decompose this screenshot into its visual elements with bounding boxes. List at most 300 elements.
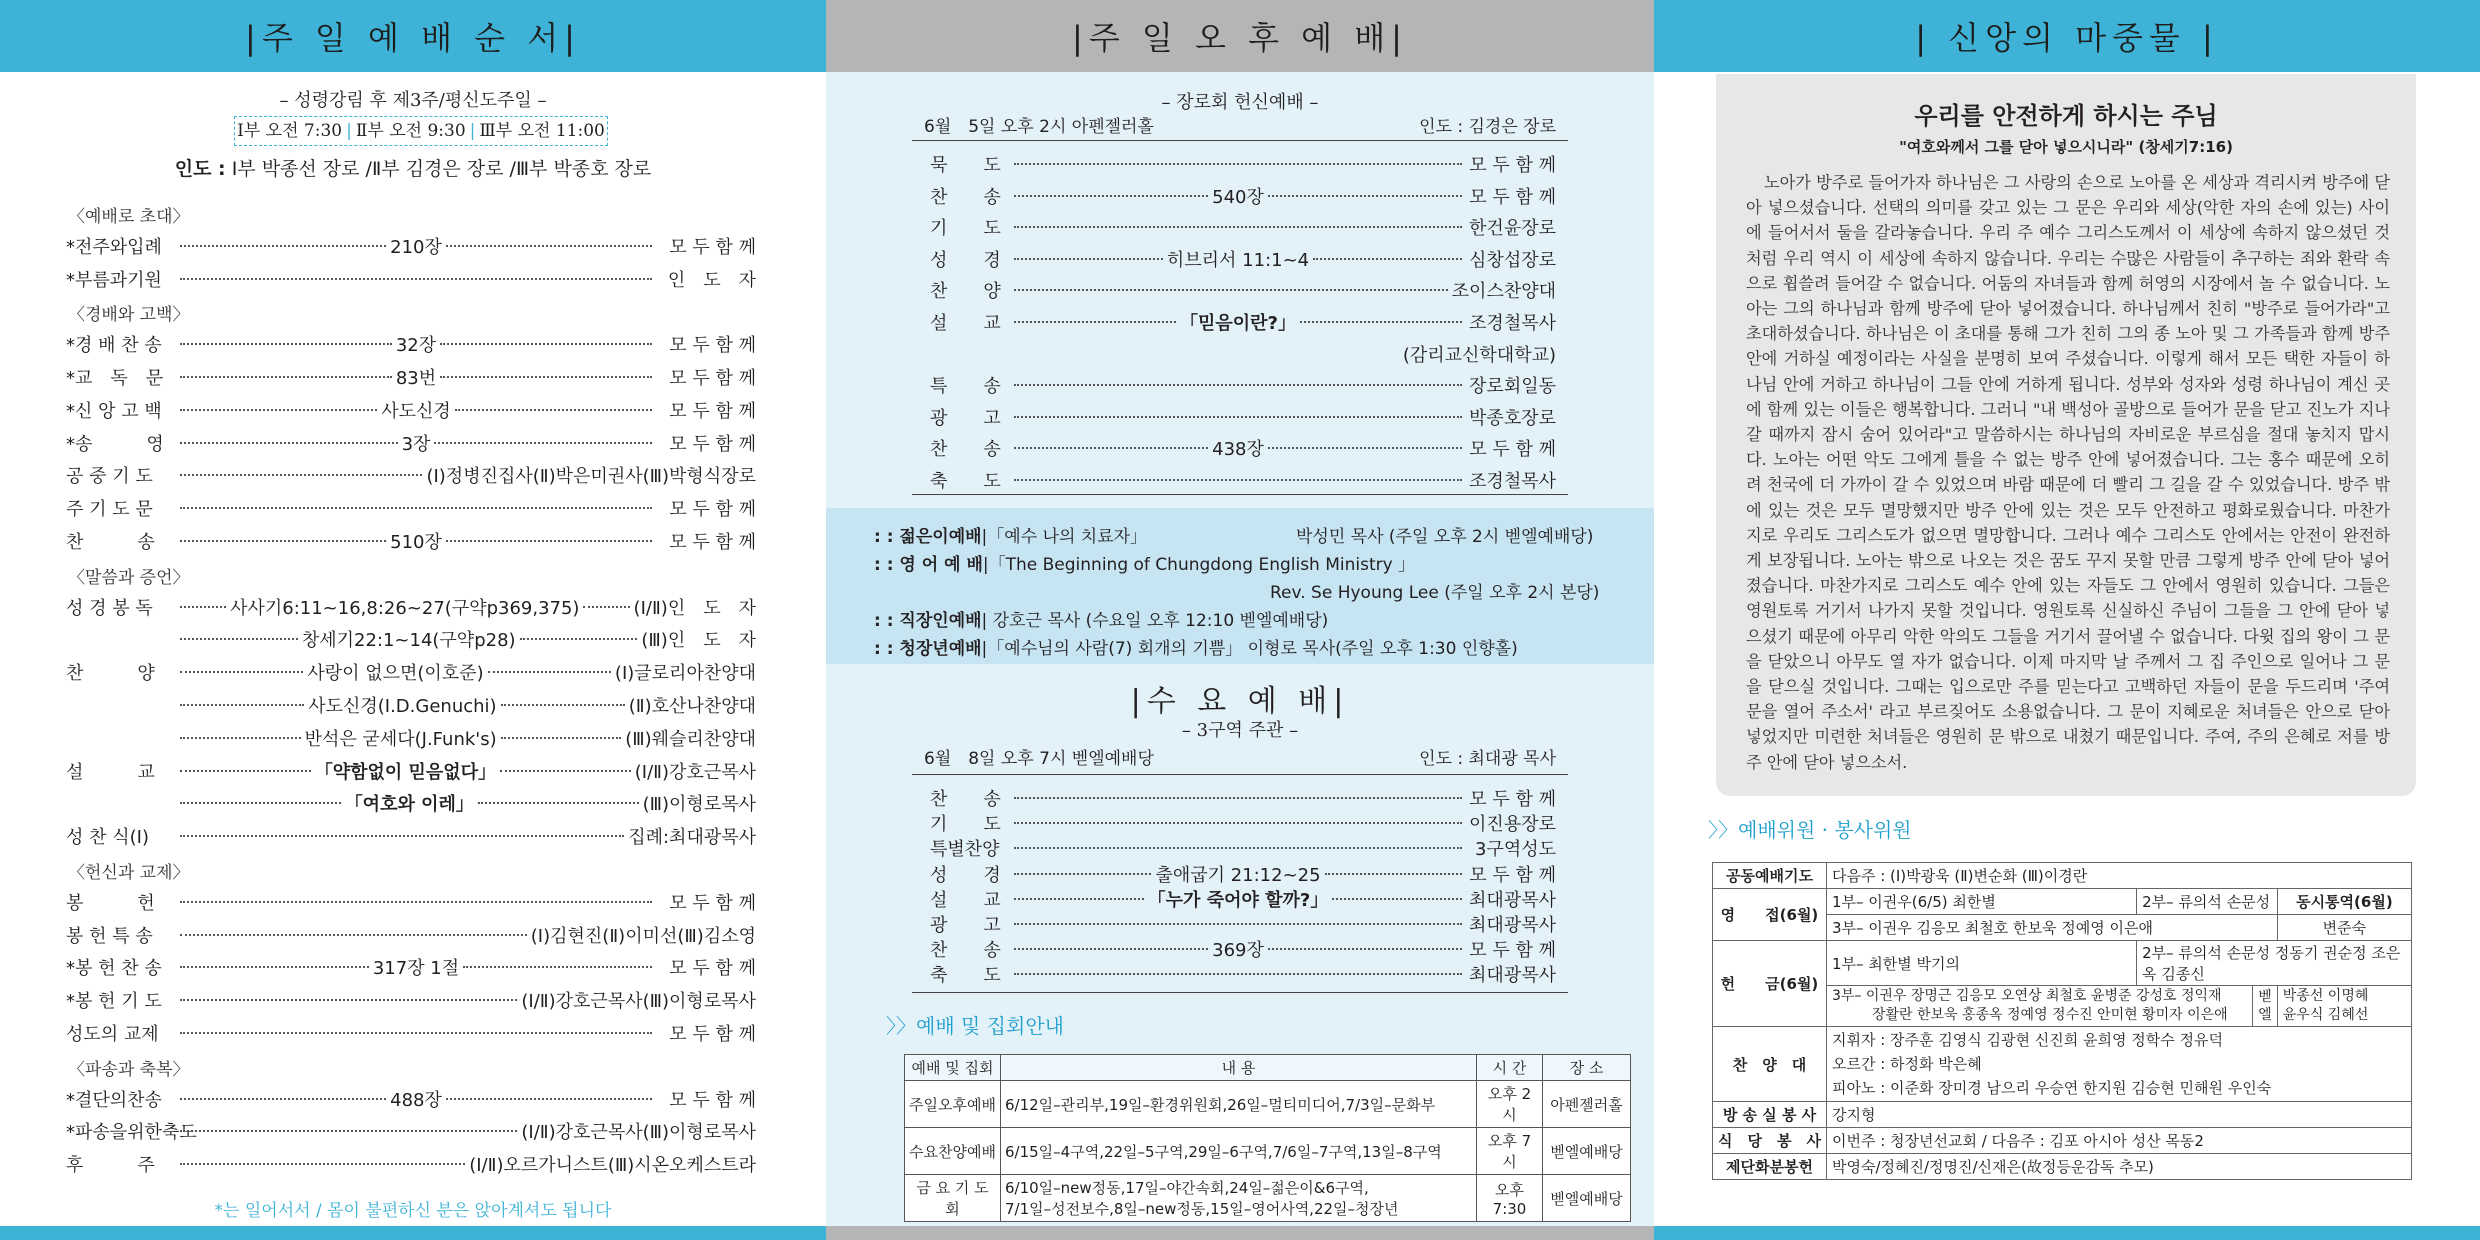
order-item (66, 821, 756, 851)
leader-dots (176, 278, 656, 280)
order-item (930, 340, 1556, 368)
leader-dots (1010, 479, 1466, 481)
item-person: 모 두 함 께 (1469, 186, 1556, 208)
cell: 아펜젤러홀 (1543, 1081, 1631, 1128)
item-name: 성 경 봉 독 (66, 597, 153, 619)
footer-bar (0, 1226, 826, 1240)
dots (501, 737, 622, 739)
cell (1826, 1027, 2411, 1102)
cell-line: 피아노 : 이준화 장미경 남으리 우승연 한지원 김승현 민해원 우인숙 (1831, 1079, 2272, 1097)
leader-dots (176, 954, 656, 980)
item-person: 모 두 함 께 (669, 335, 756, 357)
leader-dots (1010, 973, 1466, 975)
item-person: 모 두 함 께 (669, 433, 756, 455)
time-1: Ⅰ부 오전 7:30 (237, 121, 343, 141)
leader-text: Ⅰ부 박종선 장로 /Ⅱ부 김경은 장로 /Ⅲ부 박종호 장로 (231, 158, 652, 180)
item-person: 조이스찬양대 (1451, 281, 1556, 303)
dots (180, 704, 304, 706)
dots (180, 802, 341, 804)
band-line (874, 606, 1328, 631)
rule (912, 774, 1568, 775)
dots (446, 245, 652, 247)
order-item (66, 1149, 756, 1179)
item-name: 성 찬 식(Ⅰ) (66, 827, 149, 849)
order-item (66, 985, 756, 1015)
dots (1014, 416, 1462, 418)
item-detail: 「여호와 이레」 (344, 794, 474, 816)
dots (455, 409, 652, 411)
band-text: |「예수 나의 치료자」 (981, 527, 1148, 547)
order-item (66, 264, 756, 294)
dots (180, 278, 652, 280)
order-item (66, 1084, 756, 1114)
wednesday-leader: 인도 : 최대광 목사 (1419, 749, 1556, 769)
item-person: 모 두 함 께 (669, 892, 756, 914)
section-header: | 신앙의 마중물 | (1654, 0, 2480, 72)
afternoon-info (924, 112, 1556, 137)
table-header-row (905, 1055, 1631, 1081)
cell-line: 3부– 이권우 장명근 김응모 오연상 최철호 윤병준 강성호 정익재 (1831, 988, 2222, 1004)
item-name: *결단의찬송 (66, 1089, 162, 1111)
item-name: *송 영 (66, 433, 164, 455)
dots (1014, 973, 1462, 975)
section-label: 〈헌신과 교제〉 (68, 863, 190, 883)
service-volunteers-heading: 〉〉예배위원 · 봉사위원 (1708, 818, 1912, 842)
schedule-table (904, 1054, 1631, 1222)
cell: 벧엘예배당 (1543, 1175, 1631, 1222)
cell: 6/15일–4구역,22일–5구역,29일–6구역,7/6일–7구역,13일–8구역 (1001, 1128, 1477, 1175)
order-item (66, 690, 756, 720)
section-label: 〈경배와 고백〉 (68, 305, 190, 326)
dots (180, 606, 226, 608)
item-detail: 「누가 죽어야 할까?」 (1147, 889, 1329, 911)
dots (1325, 873, 1462, 875)
order-item (930, 960, 1556, 988)
cell: 오후 2시 (1477, 1081, 1543, 1128)
leader-dots (176, 626, 641, 652)
leader-dots (1010, 416, 1466, 418)
divider: | (346, 121, 352, 141)
order-item (66, 362, 756, 392)
band-text: | 강호근 목사 (수요일 오후 12:10 벧엘예배당) (981, 611, 1329, 631)
order-item (66, 723, 756, 753)
item-detail: 540장 (1212, 186, 1264, 208)
footer-bar (1654, 1226, 2480, 1240)
item-person: 인 도 자 (667, 269, 756, 291)
cell: 주일오후예배 (905, 1081, 1001, 1128)
item-person: 모 두 함 께 (669, 532, 756, 553)
item-name: 공 중 기 도 (66, 466, 153, 488)
dots (180, 376, 392, 378)
service-leaders (0, 154, 826, 181)
order-item (66, 526, 756, 556)
order-item (930, 213, 1556, 241)
leader-dots (176, 1130, 521, 1132)
dots (1014, 873, 1151, 875)
item-name: 설 교 (66, 761, 155, 783)
leader-dots (176, 659, 615, 685)
leader-dots (1010, 163, 1466, 165)
item-detail: 3장 (401, 433, 431, 455)
item-name: 찬 송 (930, 439, 1001, 461)
item-name: 광 고 (930, 407, 1001, 429)
item-person: 모 두 함 께 (669, 368, 756, 389)
devotional-verse: "여호와께서 그를 닫아 넣으시니라" (창세기7:16) (1899, 138, 2233, 156)
order-item (66, 329, 756, 359)
row-key: 방 송 실 봉 사 (1713, 1102, 1827, 1128)
table-row (1713, 1027, 2412, 1102)
order-item (930, 182, 1556, 210)
dots (180, 507, 652, 509)
item-detail: 출애굽기 21:12~25 (1155, 864, 1321, 886)
rule (912, 140, 1568, 141)
cell (2277, 986, 2411, 1027)
order-item (66, 428, 756, 458)
item-name: 찬 양 (930, 281, 1001, 303)
leader-dots (1010, 226, 1466, 228)
item-name: *신 앙 고 백 (66, 400, 162, 422)
item-detail: 사도신경 (381, 400, 451, 422)
item-person: 모 두 함 께 (669, 1024, 756, 1045)
item-person: (Ⅰ/Ⅱ)오르가니스트(Ⅲ)시온오케스트라 (469, 1155, 756, 1177)
cell: 2부– 류의석 손문성 정동기 권순정 조은옥 김종신 (2137, 941, 2412, 986)
dots (180, 245, 386, 247)
leader-dots (176, 430, 656, 456)
leader-dots (1010, 384, 1466, 386)
cell-line: 오르간 : 하정화 박은혜 (1831, 1055, 1982, 1073)
leader-dots (176, 999, 521, 1001)
item-person: (Ⅲ)인 도 자 (641, 630, 756, 652)
cell: 금 요 기 도 회 (905, 1175, 1001, 1222)
item-detail: 사도신경(I.D.Genuchi) (308, 696, 497, 717)
dots (1268, 195, 1462, 197)
item-person: (Ⅰ/Ⅱ)인 도 자 (633, 597, 756, 619)
row-key: 영 접(6월) (1713, 889, 1827, 941)
order-item (66, 788, 756, 818)
dots (180, 442, 398, 444)
dots (1014, 898, 1144, 900)
dots (180, 343, 392, 345)
dots (501, 704, 625, 706)
cell: 1부– 최한별 박기의 (1826, 941, 2136, 986)
leader-dots (176, 397, 656, 423)
dots (1268, 447, 1462, 449)
item-detail: 210장 (390, 236, 442, 258)
leader-dots (176, 594, 634, 620)
afternoon-leader: 인도 : 김경은 장로 (1419, 117, 1556, 137)
dots (1014, 797, 1462, 799)
section-label: 〈말씀과 증언〉 (68, 567, 190, 588)
item-person: 모 두 함 께 (669, 958, 756, 980)
order-item (66, 395, 756, 425)
item-person: (Ⅰ/Ⅱ)강호근목사(Ⅲ)이형로목사 (521, 991, 756, 1013)
cell: 동시통역(6월) (2277, 889, 2411, 915)
leader-dots (1010, 309, 1466, 335)
dots (180, 901, 652, 903)
order-item (930, 245, 1556, 273)
dots (180, 474, 422, 476)
table-row (1713, 1102, 2412, 1128)
dots (180, 1163, 465, 1165)
dots (1014, 163, 1462, 165)
cell (1826, 986, 2252, 1027)
dots (180, 1098, 386, 1100)
item-detail: 83번 (395, 368, 437, 389)
dots (180, 934, 527, 936)
leader-dots (1010, 183, 1466, 209)
leader-dots (176, 1086, 656, 1112)
dots (180, 770, 311, 772)
item-detail: 317장 1절 (372, 958, 460, 980)
cell: 3부– 이권우 김응모 최철호 한보욱 정예영 이은애 (1826, 915, 2277, 941)
row-key: 헌 금(6월) (1713, 941, 1827, 1027)
leader-dots (1010, 289, 1452, 291)
leader-dots (176, 758, 635, 784)
item-name: *봉 헌 찬 송 (66, 958, 162, 980)
order-item (930, 308, 1556, 336)
dots (1014, 847, 1462, 849)
dots (583, 606, 629, 608)
band-label: : : 청장년예배 (874, 639, 982, 659)
leader-dots (176, 233, 656, 259)
footer-bar (826, 1226, 1654, 1240)
rule (912, 494, 1568, 495)
time-2: Ⅱ부 오전 9:30 (355, 121, 466, 141)
schedule-heading: 〉〉예배 및 집회안내 (886, 1014, 1064, 1038)
item-person: 모 두 함 께 (669, 400, 756, 422)
dots (440, 343, 652, 345)
order-item (930, 466, 1556, 494)
leader-label: 인도 : (174, 158, 226, 180)
item-person: (Ⅰ)김현진(Ⅱ)이미선(Ⅲ)김소영 (530, 925, 756, 947)
item-person: 조경철목사 (1469, 313, 1556, 334)
band-label: : : 영 어 예 배 (874, 555, 983, 575)
leader-dots (176, 790, 643, 816)
leader-dots (1010, 435, 1466, 461)
dots (1014, 948, 1208, 950)
dots (1014, 923, 1462, 925)
leader-dots (176, 901, 656, 903)
item-detail: 창세기22:1~14(구약p28) (301, 630, 516, 652)
item-person: (Ⅰ/Ⅱ)강호근목사 (634, 761, 756, 783)
item-detail: 369장 (1212, 940, 1264, 962)
volunteers-table (1712, 862, 2412, 1180)
dots (180, 638, 298, 640)
row-key: 식 당 봉 사 (1713, 1128, 1827, 1154)
order-item (66, 231, 756, 261)
band-line (874, 550, 1415, 575)
dots (1014, 226, 1462, 228)
item-name: 성 경 (930, 249, 1001, 271)
item-name: 기 도 (930, 218, 1001, 240)
cell-line: 윤우식 김혜선 (2282, 1007, 2369, 1023)
item-name: 광 고 (930, 915, 1001, 936)
item-detail: 사랑이 없으면(이호준) (307, 663, 484, 685)
dots (180, 540, 386, 542)
item-person: 모 두 함 께 (669, 499, 756, 521)
col-head: 예배 및 집회 (905, 1055, 1001, 1081)
leader-dots (176, 692, 629, 718)
order-item (66, 493, 756, 523)
item-name: 기 도 (930, 814, 1001, 836)
order-item (66, 1116, 756, 1146)
item-name: 찬 양 (66, 663, 155, 685)
cell: 수요찬양예배 (905, 1128, 1001, 1175)
dots (488, 671, 611, 673)
dots (1014, 195, 1208, 197)
item-name: 성도의 교제 (66, 1024, 159, 1045)
leader-dots (176, 331, 656, 357)
item-name: 설 교 (930, 313, 1001, 334)
col-head: 장 소 (1543, 1055, 1631, 1081)
service-subtitle: – 성령강림 후 제3주/평신도주일 – (279, 90, 547, 111)
item-detail: 사사기6:11~16,8:26~27(구약p369,375) (230, 597, 580, 619)
leader-dots (176, 528, 656, 554)
item-name: *전주와입례 (66, 236, 162, 258)
leader-dots (176, 725, 625, 751)
table-row (1713, 1154, 2412, 1180)
time-3: Ⅲ부 오전 11:00 (479, 121, 605, 141)
leader-dots (176, 835, 628, 837)
section-label: 〈예배로 초대〉 (68, 207, 190, 227)
cell: 변준숙 (2277, 915, 2411, 941)
item-person: 장로회일동 (1469, 376, 1556, 398)
dots (180, 737, 301, 739)
order-item (930, 910, 1556, 938)
dots (1014, 289, 1448, 291)
service-times (234, 116, 608, 146)
item-person: 모 두 함 께 (1469, 864, 1556, 886)
dots (500, 770, 631, 772)
order-item (930, 150, 1556, 178)
leader-dots (1010, 797, 1466, 799)
dots (1332, 898, 1462, 900)
wednesday-subtitle: – 3구역 주관 – (1181, 720, 1299, 741)
band-extra: 박성민 목사 (주일 오후 2시 벧엘예배당) (1296, 527, 1594, 547)
item-name: *부름과기원 (66, 269, 162, 291)
cell-line: 지휘자 : 장주훈 김영식 김광현 신진희 윤희영 정학수 정유덕 (1831, 1031, 2223, 1049)
dots (180, 999, 517, 1001)
item-person: 최대광목사 (1469, 889, 1556, 911)
table-row (905, 1081, 1631, 1128)
leader-dots (176, 1032, 656, 1034)
dots (1014, 384, 1462, 386)
item-person: (Ⅰ/Ⅱ)강호근목사(Ⅲ)이형로목사 (521, 1122, 756, 1144)
dots (463, 966, 652, 968)
item-person: (Ⅱ)호산나찬양대 (628, 696, 756, 717)
devotional-body: 노아가 방주로 들어가자 하나님은 그 사랑의 손으로 노아를 온 세상과 격리시켜 방주에 닫아 넣으셨습니다. 선택의 의미를 갖고 있는 그 문은 우리와 세상(악한 자의 손에 있는) 사이에 들어서서 둘을 갈라놓습니다. 우리 주 예수 그리스도께서 이 세상에 속하지 않으셨던 것처럼 우리 역시 이 세상에 속하지 않습니다. 우리는 수많은 사람들이 추구하는 죄와 환락 속으로 휩쓸려 들어갈 수 없습니다. 어둠의 자녀들과 함께 허영의 시장에서 놀 수 없습니다. 노아는 그의 하나님과 함께 방주에 닫아 넣어졌습니다. 하나님께서 친히 "방주로 들어가라"고 초대하셨습니다. 하나님은 이 초대를 통해 그가 친히 그의 종 노아 및 그 가족들과 함께 방주 안에 거하실 예정이라는 사실을 분명히 보여 주셨습니다. 이렇게 해서 모든 택한 자들이 하나님 안에 거하고 하나님이 그들 안에 거하게 됩니다. 성부와 성자와 성령 하나님이 계신 곳에 함께 있는 이들은 행복합니다. 그러니 "내 백성아 골방으로 들어가 문을 닫고 진노가 지나갈 때까지 잠시 숨어 있어라"고 말씀하시는 하나님의 자비로운 부르심을 절대 놓치지 맙시다. 노아는 어떤 악도 그에게 틀을 수 없는 방주 안에 넣어졌습니다. 그는 홍수 때문에 오히려 천국에 더 가까이 갈 수 있었으며 바람 때문에 더 빨리 그 길을 갈 수 있었습니다. 방주 밖에 있는 것은 모두 멸망했지만 방주 안에 있는 것은 모두 안전하고 평화로웠습니다. 마찬가지로 우리도 그리스도가 없으면 멸망합니다. 그러나 예수 그리스도 안에서는 안전이 완전하게 보장됩니다. 노아는 밖으로 나오는 것은 꿈도 꾸지 못할 만큼 그렇게 방주 안에 닫아 넣어졌습니다. 마찬가지로 그리스도 예수 안에 있는 자들도 그 안에서 영원히 있습니다. 그들은 영원토록 거기서 나가지 못할 것입니다. 영원토록 신실하신 주님이 그들을 그 안에 닫아 넣으셨기 때문에 아무리 악한 악의도 그들을 거기서 끌어낼 수 없습니다. 다윗 집의 왕이 그 문을 닫았으니 아무도 열 자가 없습니다. 이제 마지막 날 주께서 그 집 주인으로 일어나 그 문을 닫으실 것입니다. 그때는 입으로만 주를 믿는다고 고백하던 자들이 문을 두드리며 '주여 문을 열어 주소서' 라고 부르짖어도 소용없습니다. 그 문이 지혜로운 처녀들은 안으로 닫아 넣었지만 미련한 처녀들은 영원히 문 밖으로 내쳤기 때문입니다. 주여, 주의 은혜로 저를 방주 안에 닫아 넣으소서. (1746, 173, 2390, 772)
cell: 박영숙/정혜진/정명진/신재은(故정등운감독 추모) (1826, 1154, 2411, 1180)
order-item (66, 1018, 756, 1048)
item-name: 찬 송 (930, 940, 1001, 962)
dots (1313, 258, 1462, 260)
dots (180, 835, 624, 837)
dots (1268, 948, 1462, 950)
order-item (66, 624, 756, 654)
item-detail: 488장 (390, 1089, 442, 1111)
item-person: 모 두 함 께 (1469, 940, 1556, 962)
item-person: 심창섭장로 (1469, 249, 1556, 271)
cell: 강지형 (1826, 1102, 2411, 1128)
order-item (930, 403, 1556, 431)
col-head: 내 용 (1001, 1055, 1477, 1081)
leader-dots (1010, 822, 1466, 824)
leader-dots (176, 1163, 469, 1165)
leader-dots (1010, 847, 1466, 849)
item-person: 집례:최대광목사 (628, 827, 756, 849)
leader-dots (176, 474, 426, 476)
sunday-service-order (0, 0, 826, 1240)
order-item (66, 952, 756, 982)
item-name: 성 경 (930, 864, 1001, 886)
cell: 1부– 이권우(6/5) 최한별 (1826, 889, 2136, 915)
order-item (66, 920, 756, 950)
table-row (1713, 1128, 2412, 1154)
order-item (930, 885, 1556, 913)
row-key: 공동예배기도 (1713, 863, 1827, 889)
leader-dots (1010, 923, 1466, 925)
item-person: 모 두 함 께 (1469, 155, 1556, 176)
dots (1014, 822, 1462, 824)
band-extra: Rev. Se Hyoung Lee (주일 오후 2시 본당) (1270, 583, 1600, 603)
item-name: 축 도 (930, 471, 1001, 492)
row-key: 찬 양 대 (1713, 1027, 1827, 1102)
order-item (66, 592, 756, 622)
leader-dots (1010, 936, 1466, 962)
leader-dots (176, 364, 656, 390)
dots (180, 409, 377, 411)
dots (1014, 258, 1163, 260)
item-person: 한건윤장로 (1469, 218, 1556, 240)
band-text: |「예수님의 사람(7) 회개의 기쁨」 이형로 목사(주일 오후 1:30 인향홀) (981, 639, 1518, 659)
item-name: 축 도 (930, 965, 1001, 987)
band-text: |「The Beginning of Chungdong English Ministry 」 (982, 555, 1416, 575)
item-name: 특별찬양 (930, 839, 1000, 861)
cell: 6/12일–관리부,19일–환경위원회,26일–멀티미디어,7/3일–문화부 (1001, 1081, 1477, 1128)
item-name: *교 독 문 (66, 368, 164, 389)
item-person: (Ⅰ)글로리아찬양대 (614, 663, 756, 685)
item-person: 최대광목사 (1469, 915, 1556, 936)
dots (180, 1130, 517, 1132)
afternoon-date: 6월 5일 오후 2시 아펜젤러홀 (924, 117, 1154, 137)
dots (1014, 479, 1462, 481)
item-name: 특 송 (930, 376, 1001, 398)
item-name: *파송을위한축도 (66, 1122, 197, 1144)
cell: 벧엘 (2253, 986, 2278, 1027)
cell: 이번주 : 청장년선교회 / 다음주 : 김포 아시아 성산 목동2 (1826, 1128, 2411, 1154)
item-person: (Ⅲ)이형로목사 (642, 794, 756, 816)
order-item (930, 834, 1556, 862)
row-key: 제단화분봉헌 (1713, 1154, 1827, 1180)
item-person: 모 두 함 께 (669, 236, 756, 258)
item-name: 찬 송 (930, 789, 1001, 810)
item-name: 찬 송 (66, 532, 155, 553)
item-person: (Ⅲ)웨슬리찬양대 (625, 728, 756, 750)
order-item (66, 657, 756, 687)
cell: 6/10일–new정동,17일–야간속회,24일–젊은이&6구역, 7/1일–성전보수,8일–new정동,15일–영어사역,22일–청장년 (1001, 1175, 1477, 1222)
section-header: |주 일 예 배 순 서| (0, 0, 826, 72)
item-person: (Ⅰ)정병진집사(Ⅱ)박은미권사(Ⅲ)박형식장로 (426, 466, 756, 488)
devotional-card (1716, 74, 2416, 796)
cell-line: 장활란 한보욱 홍종옥 정예영 정수진 안미현 황미자 이은애 (1871, 1007, 2228, 1023)
item-detail: 32장 (395, 335, 437, 357)
band-label: : : 젊은이예배 (874, 527, 982, 547)
cell-line: 박종선 이명혜 (2282, 988, 2369, 1004)
item-name: 주 기 도 문 (66, 499, 153, 521)
item-name: 봉 헌 특 송 (66, 925, 153, 947)
item-person: 이진용장로 (1469, 814, 1556, 836)
dots (446, 540, 652, 542)
